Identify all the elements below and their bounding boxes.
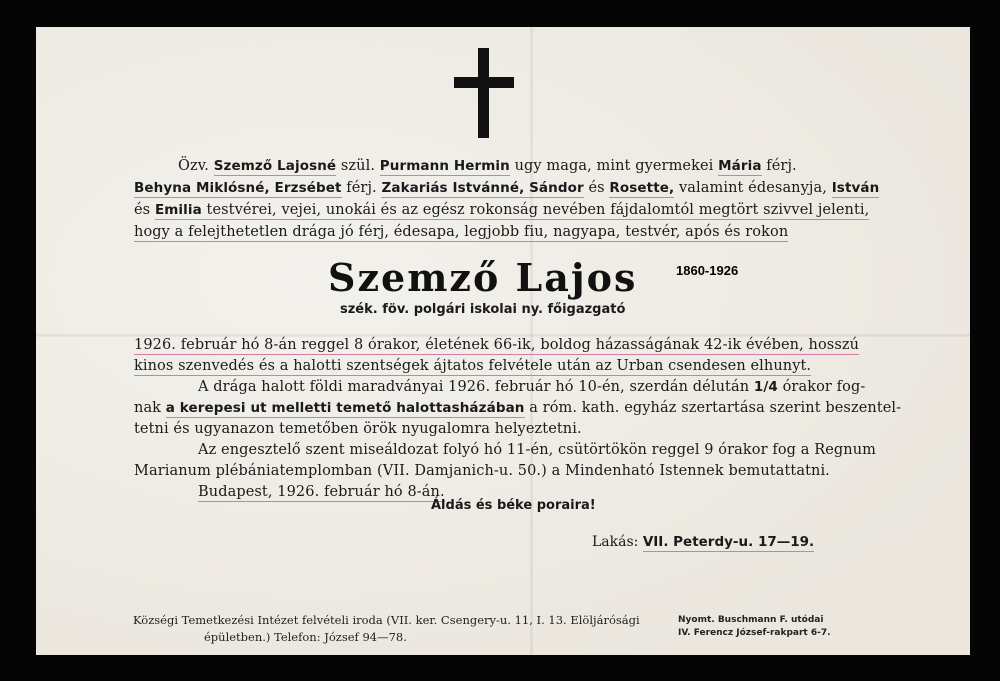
footer-left-line-2: épületben.) Telefon: József 94—78. (204, 630, 407, 644)
intro-line-2: Behyna Miklósné, Erzsébet férj. Zakariás Istvánné, Sándor és Rosette, valamint édesanyja, István (134, 180, 880, 196)
deceased-name: Szemző Lajos (328, 255, 638, 300)
cross-icon (454, 48, 514, 138)
intro-line-4: hogy a felejthetetlen drága jó férj, édesapa, legjobb fiu, nagyapa, testvér, após és rokon (134, 224, 789, 240)
obituary-paper (36, 27, 970, 655)
body-line-4: nak a kerepesi ut melletti temető halottasházában a róm. kath. egyház szertartása szerint beszentel- (134, 400, 902, 416)
deceased-title: szék. föv. polgári iskolai ny. főigazgató (340, 302, 626, 317)
footer-printer-line-1: Nyomt. Buschmann F. utódai (678, 615, 824, 625)
body-line-3: A drága halott földi maradványai 1926. február hó 10-én, szerdán délután 1/4 órakor fog- (198, 379, 866, 395)
address: Lakás: VII. Peterdy-u. 17—19. (592, 534, 815, 550)
intro-line-3: és Emilia testvérei, vejei, unokái és az egész rokonság nevében fájdalomtól megtört szivvel jelenti, (134, 202, 870, 218)
body-line-7: Marianum plébániatemplomban (VII. Damjanich-u. 50.) a Mindenható Istennek bemutattatni. (134, 463, 830, 479)
body-line-2: kinos szenvedés és a halotti szentségek ájtatos felvétele után az Urban csendesen elhunyt. (134, 358, 812, 374)
intro-line-1: Özv. Szemző Lajosné szül. Purmann Hermin ugy maga, mint gyermekei Mária férj. (178, 158, 797, 174)
body-line-5: tetni és ugyanazon temetőben örök nyugalomra helyeztetni. (134, 421, 582, 437)
body-line-1: 1926. február hó 8-án reggel 8 órakor, életének 66-ik, boldog házasságának 42-ik évében, hosszú (134, 337, 860, 353)
footer-left-line-1: Községi Temetkezési Intézet felvételi iroda (VII. ker. Csengery-u. 11, I. 13. Elöljárósági (133, 613, 640, 627)
body-line-8-date: Budapest, 1926. február hó 8-án. (198, 484, 445, 500)
footer-printer-line-2: IV. Ferencz József-rakpart 6-7. (678, 628, 831, 638)
years-annotation: 1860-1926 (676, 263, 739, 278)
blessing: Áldás és béke poraira! (431, 498, 596, 513)
body-line-6: Az engesztelő szent miseáldozat folyó hó 11-én, csütörtökön reggel 9 órakor fog a Regnum (198, 442, 877, 458)
